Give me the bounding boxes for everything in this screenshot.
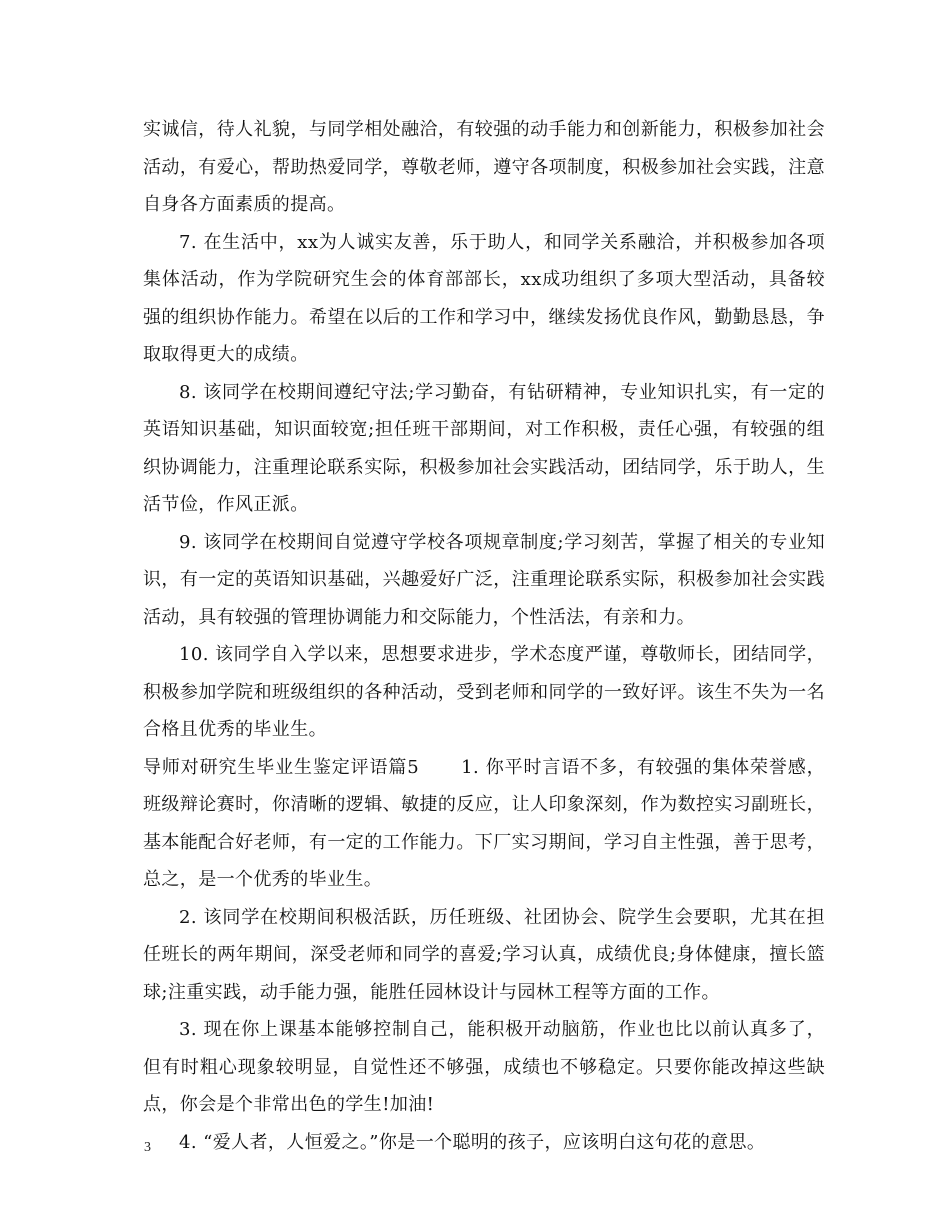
section-item-4: 4. “爱人者，人恒爱之。”你是一个聪明的孩子，应该明白这句花的意思。 — [179, 1131, 766, 1153]
section-paragraph — [143, 749, 825, 899]
paragraph-item-8: 8. 该同学在校期间遵纪守法;学习勤奋，有钻研精神，专业知识扎实，有一定的英语知识基础，知识面较宽;担任班干部期间，对工作积极，责任心强，有较强的组织协调能力，注重理论联系实际，积极参加社会实践活动，团结同学，乐于助人，生活节俭，作风正派。 — [143, 381, 825, 515]
section-item-1-text: 1. 你平时言语不多，有较强的集体荣誉感，班级辩论赛时，你清晰的逻辑、敏捷的反应，让人印象深刻，作为数控实习副班长，基本能配合好老师，有一定的工作能力。下厂实习期间，学习自主性强，善于思考，总之，是一个优秀的毕业生。 — [143, 756, 825, 890]
paragraph-item-7: 7. 在生活中，xx为人诚实友善，乐于助人，和同学关系融洽，并积极参加各项集体活动，作为学院研究生会的体育部部长，xx成功组织了多项大型活动，具备较强的组织协作能力。希望在以后的工作和学习中，继续发扬优良作风，勤勤恳恳，争取取得更大的成绩。 — [143, 231, 825, 365]
paragraph-item-10: 10. 该同学自入学以来，思想要求进步，学术态度严谨，尊敬师长，团结同学，积极参加学院和班级组织的各种活动，受到老师和同学的一致好评。该生不失为一名合格且优秀的毕业生。 — [143, 644, 825, 740]
section-item-2: 2. 该同学在校期间积极活跃，历任班级、社团协会、院学生会要职，尤其在担任班长的两年期间，深受老师和同学的喜爱;学习认真，成绩优良;身体健康，擅长篮球;注重实践，动手能力强，能胜任园林设计与园林工程等方面的工作。 — [143, 906, 825, 1003]
paragraph-item-9: 9. 该同学在校期间自觉遵守学校各项规章制度;学习刻苦，掌握了相关的专业知识，有一定的英语知识基础，兴趣爱好广泛，注重理论联系实际，积极参加社会实践活动，具有较强的管理协调能力和交际能力，个性活法，有亲和力。 — [143, 531, 825, 628]
paragraph-continuation: 实诚信，待人礼貌，与同学相处融洽，有较强的动手能力和创新能力，积极参加社会活动，有爱心，帮助热爱同学，尊敬老师，遵守各项制度，积极参加社会实践，注意自身各方面素质的提高。 — [143, 119, 825, 215]
section-heading: 导师对研究生毕业生鉴定评语篇5 — [143, 756, 420, 778]
document-body — [143, 111, 825, 1161]
page-number: 3 — [144, 1140, 151, 1155]
section-item-3: 3. 现在你上课基本能够控制自己，能积极开动脑筋，作业也比以前认真多了，但有时粗心现象较明显，自觉性还不够强，成绩也不够稳定。只要你能改掉这些缺点，你会是个非常出色的学生!加油! — [143, 1019, 825, 1115]
